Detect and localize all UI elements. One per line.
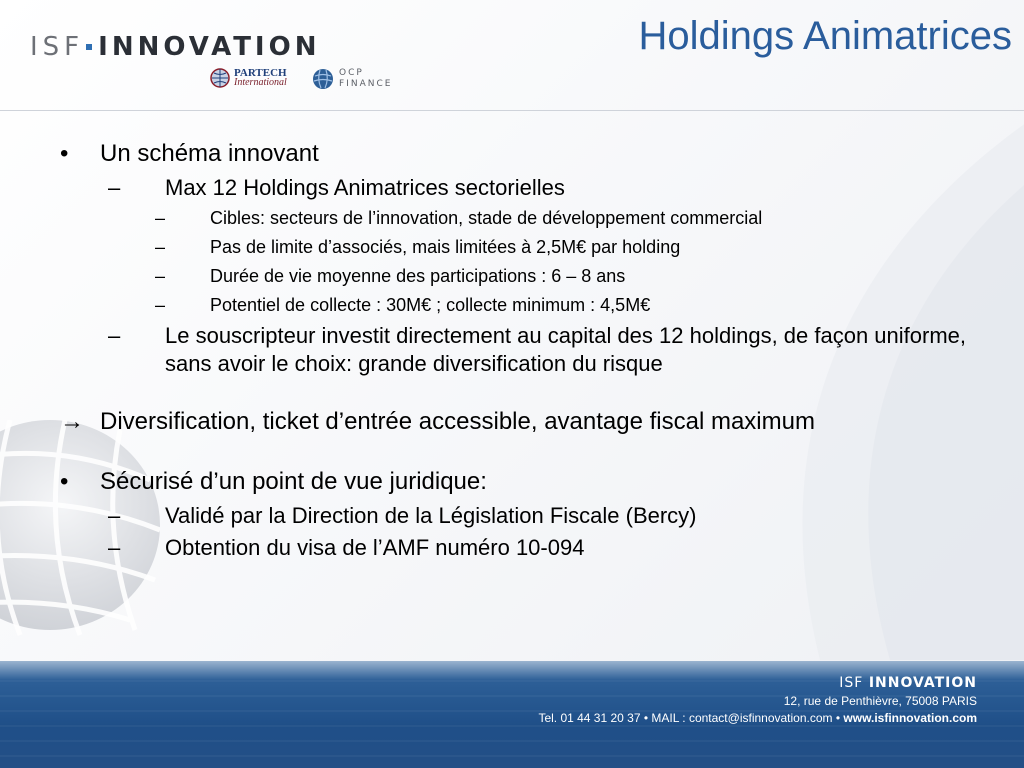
ocp-finance-logo xyxy=(312,68,392,90)
sub-bullet-item xyxy=(60,322,990,378)
logo-isf-text: ISF xyxy=(30,32,85,62)
dash-icon: – xyxy=(108,323,121,348)
dash-icon: – xyxy=(108,535,121,560)
dash-icon: – xyxy=(155,237,166,257)
arrow-right-icon: → xyxy=(60,408,84,435)
ocp-bottom-text: FINANCE xyxy=(339,79,393,89)
footer-company-b: INNOVATION xyxy=(868,675,977,691)
partech-sub: International xyxy=(234,77,287,88)
sub-bullet-item xyxy=(60,534,990,562)
sub-bullet-text: Le souscripteur investit directement au capital des 12 holdings, de façon uniforme, sans avoir le choix: grande diversification du risque xyxy=(165,323,967,376)
sub-sub-bullet-text: Potentiel de collecte : 30M€ ; collecte minimum : 4,5M€ xyxy=(210,295,651,315)
sub-sub-bullet-item xyxy=(60,206,990,231)
sub-sub-bullet-item xyxy=(60,235,990,260)
bullet-item xyxy=(60,138,990,170)
footer-band xyxy=(0,661,1024,768)
ocp-top-text: OCP xyxy=(339,68,364,78)
sub-bullet-text: Validé par la Direction de la Législation Fiscale (Bercy) xyxy=(165,503,697,528)
sub-sub-bullet-item xyxy=(60,264,990,289)
footer-address: 12, rue de Penthièvre, 75008 PARIS xyxy=(783,694,977,708)
bullet-item xyxy=(60,466,990,498)
bullet-icon: • xyxy=(60,468,69,495)
footer-contact-line xyxy=(538,710,977,727)
isf-innovation-logo xyxy=(30,30,320,64)
sub-bullet-text: Obtention du visa de l’AMF numéro 10-094 xyxy=(165,535,585,560)
header-divider xyxy=(0,110,1024,111)
sub-sub-bullet-text: Cibles: secteurs de l’innovation, stade de développement commercial xyxy=(210,208,763,228)
footer-company-a: ISF xyxy=(839,675,864,691)
sub-sub-bullet-text: Durée de vie moyenne des participations : 6 – 8 ans xyxy=(210,266,626,286)
dash-icon: – xyxy=(155,295,166,315)
sub-bullet-item xyxy=(60,174,990,202)
sub-bullet-text: Max 12 Holdings Animatrices sectorielles xyxy=(165,175,565,200)
partech-name: PARTECH xyxy=(234,67,287,79)
bullet-icon: • xyxy=(60,140,69,167)
bullet-text: Un schéma innovant xyxy=(100,140,319,167)
sub-sub-bullet-item xyxy=(60,293,990,318)
footer-company-name xyxy=(538,673,977,693)
dash-icon: – xyxy=(155,266,166,286)
dash-icon: – xyxy=(155,208,166,228)
partech-logo xyxy=(210,68,287,88)
bullet-text: Sécurisé d’un point de vue juridique: xyxy=(100,468,487,495)
footer-contact: Tel. 01 44 31 20 37 • MAIL : contact@isfinnovation.com • xyxy=(538,711,841,725)
dash-icon: – xyxy=(108,175,121,200)
logo-innovation-text: INNOVATION xyxy=(98,32,321,62)
conclusion-text: Diversification, ticket d’entrée accessible, avantage fiscal maximum xyxy=(100,408,815,435)
ocp-globe-icon xyxy=(312,68,334,90)
dash-icon: – xyxy=(108,503,121,528)
sub-sub-bullet-text: Pas de limite d’associés, mais limitées à 2,5M€ par holding xyxy=(210,237,681,257)
sub-bullet-item xyxy=(60,502,990,530)
footer-company-info xyxy=(538,673,977,727)
slide-content xyxy=(60,138,990,562)
footer-website-link[interactable]: www.isfinnovation.com xyxy=(843,711,977,725)
arrow-conclusion-item xyxy=(60,406,990,438)
slide-title: Holdings Animatrices xyxy=(638,14,1012,58)
partech-globe-icon xyxy=(210,68,230,88)
logo-dot-icon xyxy=(86,44,92,50)
